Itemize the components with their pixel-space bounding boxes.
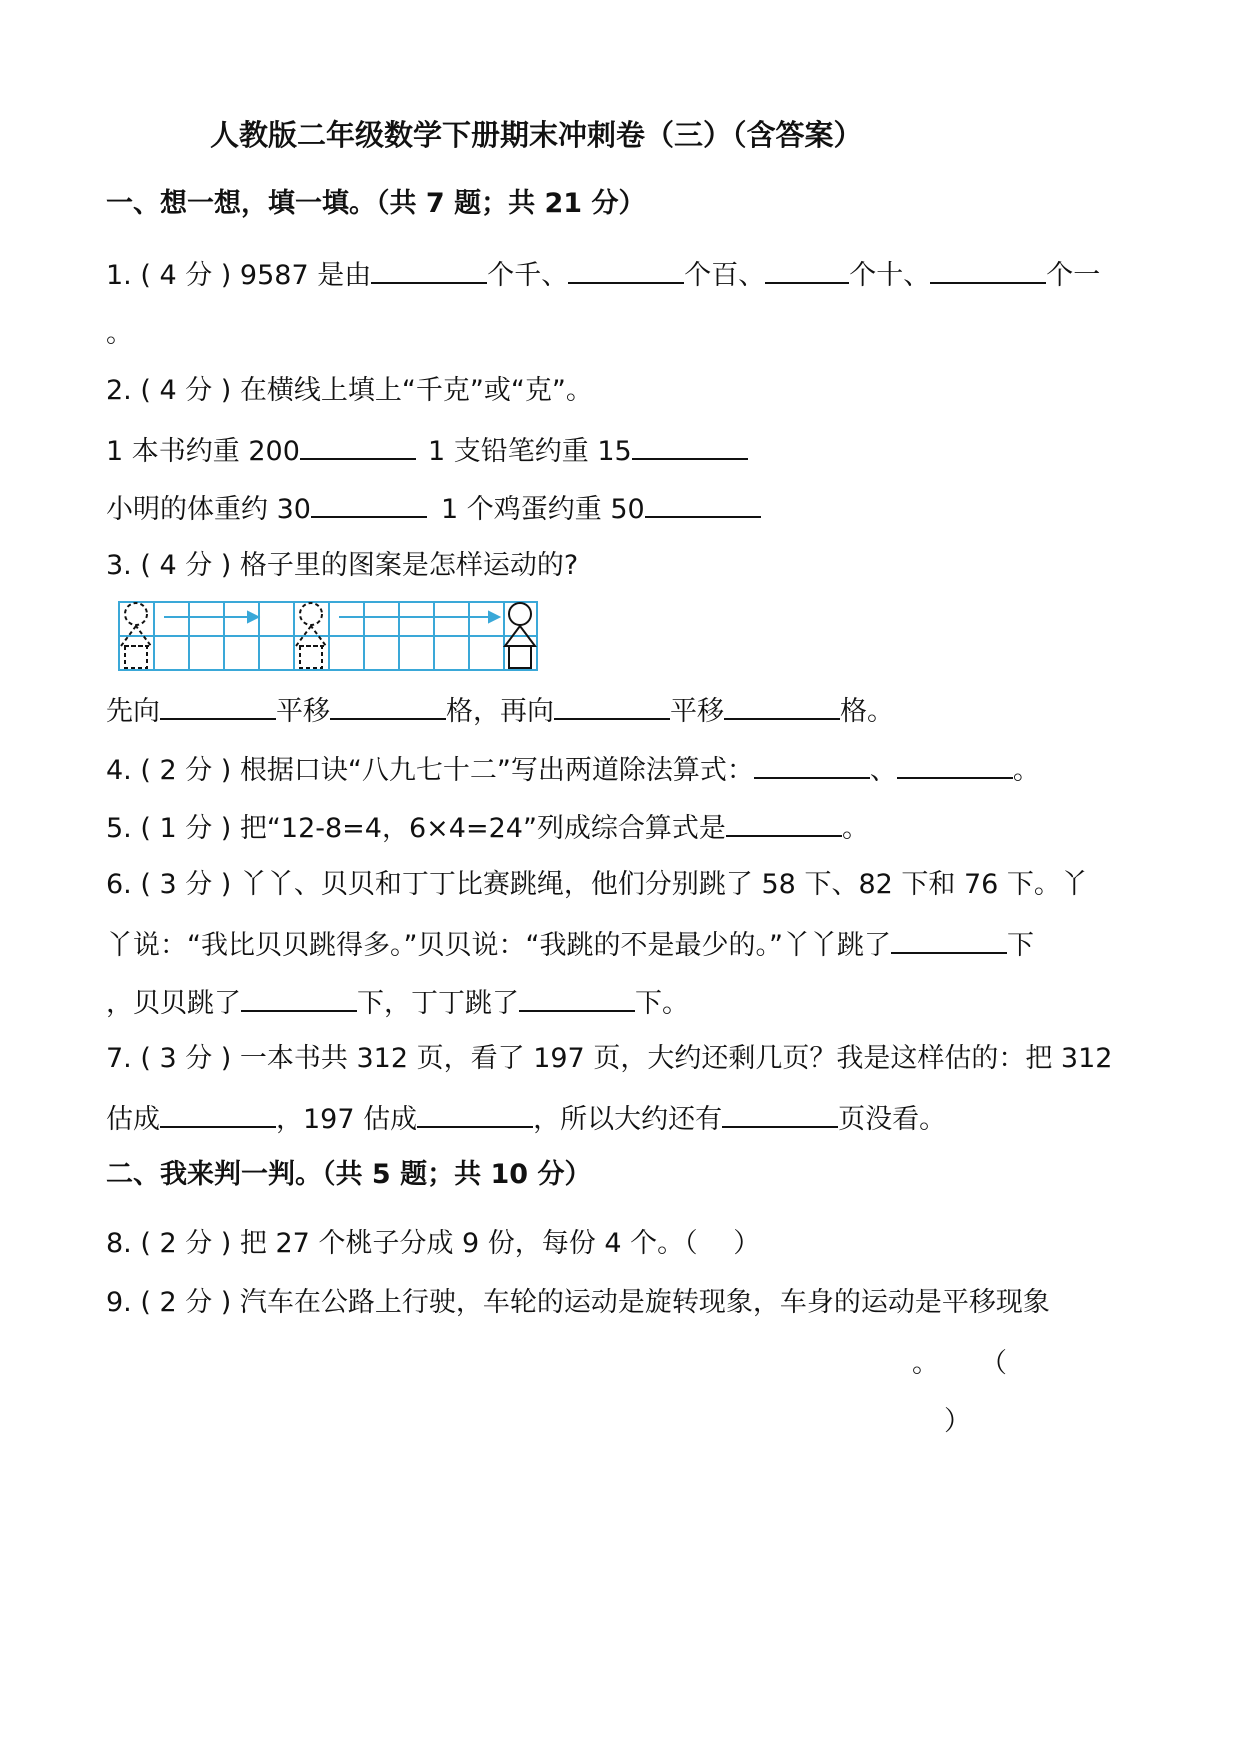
translation-grid-figure [118,601,540,673]
q2-book-text: 1 本书约重 200 [106,436,300,467]
arrow-1 [164,612,258,622]
q3-text-b: 平移 [276,696,330,727]
section-1-heading: 一、想一想，填一填。（共 7 题；共 21 分） [106,188,646,219]
q1-blank-hundreds[interactable] [568,256,684,284]
q2-weight-text: 小明的体重约 30 [106,494,311,525]
q3-blank-direction-1[interactable] [160,692,276,720]
q6-blank-beibei[interactable] [241,984,357,1012]
q2-line-1a [106,432,416,470]
q7-blank-312[interactable] [160,1100,276,1128]
q1-text-a: 1. ( 4 分 ) 9587 是由 [106,260,372,291]
q7-text-c: ，所以大约还有 [533,1104,723,1135]
q6-blank-dingding[interactable] [519,984,635,1012]
q2-pencil-text: 1 支铅笔约重 15 [428,436,632,467]
q1-text-b: 个千、 [487,260,569,291]
q2-line-2b [441,490,761,528]
q4-text-c: 。 [1012,755,1040,786]
question-3-stem: 3. ( 4 分 ) 格子里的图案是怎样运动的? [106,550,579,581]
question-8: 8. ( 2 分 ) 把 27 个桃子分成 9 份，每份 4 个。（ ） [106,1228,761,1259]
q5-text-b: 。 [841,813,869,844]
question-4 [106,751,1040,789]
q4-blank-1[interactable] [754,751,870,779]
q3-text-d: 平移 [670,696,724,727]
q1-blank-thousands[interactable] [371,256,487,284]
q4-blank-2[interactable] [897,751,1013,779]
q6-text-l2a: 丫说：“我比贝贝跳得多。”贝贝说：“我跳的不是最少的。”丫丫跳了 [106,930,891,961]
q7-text-b: ，197 估成 [276,1104,418,1135]
q6-text-l3c: 下。 [635,988,689,1019]
q3-blank-steps-1[interactable] [330,692,446,720]
question-6-line-1: 6. ( 3 分 ) 丫丫、贝贝和丁丁比赛跳绳，他们分别跳了 58 下、82 下和 76 下。丫 [106,869,1088,900]
q6-text-l2b: 下 [1006,930,1034,961]
q6-text-l3a: ，贝贝跳了 [106,988,241,1019]
question-1 [106,256,1100,294]
q2-blank-egg[interactable] [645,490,761,518]
question-6-line-3 [106,984,689,1022]
q5-blank[interactable] [726,809,842,837]
section-2-heading: 二、我来判一判。（共 5 题；共 10 分） [106,1159,592,1190]
q4-text-b: 、 [869,755,897,786]
q1-text-e: 个一 [1046,260,1101,291]
question-9-line-1: 9. ( 2 分 ) 汽车在公路上行驶，车轮的运动是旋转现象，车身的运动是平移现象 [106,1287,1050,1318]
q1-text-d: 个十、 [849,260,931,291]
q4-text-a: 4. ( 2 分 ) 根据口诀“八九七十二”写出两道除法算式： [106,755,754,786]
question-7-line-1: 7. ( 3 分 ) 一本书共 312 页，看了 197 页，大约还剩几页？我是这样估的：把 312 [106,1043,1113,1074]
q7-blank-remaining[interactable] [722,1100,838,1128]
question-9-open-paren[interactable]: （ [980,1348,1007,1379]
grid-lines [119,602,537,670]
q7-text-a: 估成 [106,1104,160,1135]
q1-blank-tens[interactable] [765,256,849,284]
q2-line-1b [428,432,748,470]
q3-text-e: 格。 [840,696,894,727]
q2-blank-book[interactable] [300,432,416,460]
q2-blank-pencil[interactable] [632,432,748,460]
q3-text-a: 先向 [106,696,160,727]
q1-text-c: 个百、 [684,260,766,291]
q3-blank-direction-2[interactable] [554,692,670,720]
q1-period: 。 [106,318,133,349]
question-2-stem: 2. ( 4 分 ) 在横线上填上“千克”或“克”。 [106,375,593,406]
q2-line-2a [106,490,427,528]
question-5 [106,809,869,847]
q6-blank-yaya[interactable] [891,926,1007,954]
question-6-line-2 [106,926,1034,964]
q2-blank-weight[interactable] [311,490,427,518]
q3-answer-line [106,692,894,730]
q7-text-d: 页没看。 [838,1104,947,1135]
q5-text-a: 5. ( 1 分 ) 把“12-8=4，6×4=24”列成综合算式是 [106,813,726,844]
q7-blank-197[interactable] [417,1100,533,1128]
q3-text-c: 格，再向 [446,696,554,727]
q2-egg-text: 1 个鸡蛋约重 50 [441,494,645,525]
page-title: 人教版二年级数学下册期末冲刺卷（三）（含答案） [210,118,863,152]
q6-text-l3b: 下，丁丁跳了 [357,988,519,1019]
question-9-period: 。 [912,1348,939,1379]
question-7-line-2 [106,1100,946,1138]
q1-blank-ones[interactable] [930,256,1046,284]
question-9-close-paren[interactable]: ） [944,1406,971,1437]
q3-blank-steps-2[interactable] [724,692,840,720]
